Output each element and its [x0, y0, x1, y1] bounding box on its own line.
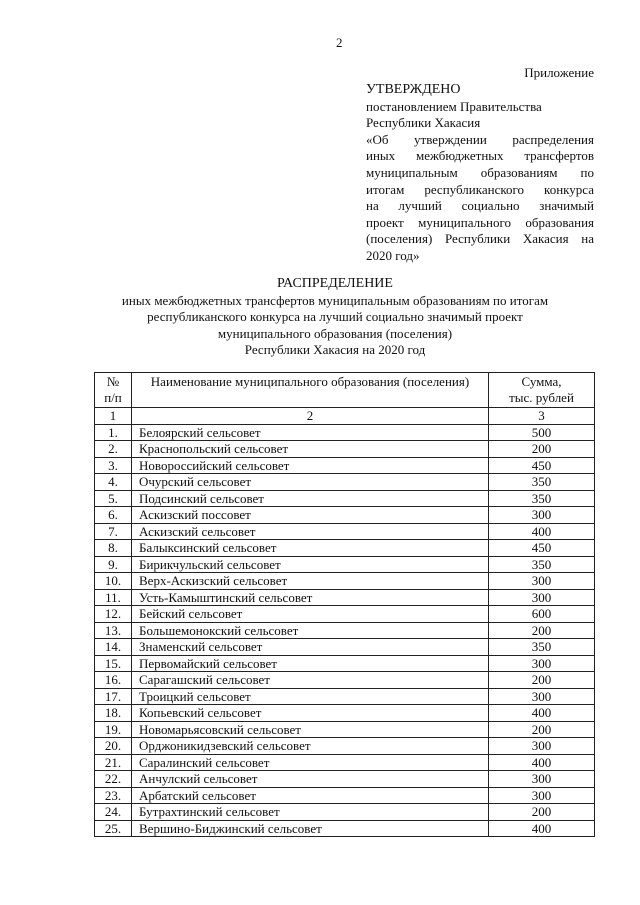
approval-line: итогам республиканского конкурса [366, 181, 594, 197]
municipality-name: Орджоникидзевский сельсовет [132, 738, 489, 755]
table-row [95, 573, 595, 590]
amount: 350 [489, 490, 595, 507]
row-number: 22. [95, 771, 132, 788]
table-row [95, 589, 595, 606]
row-number: 21. [95, 754, 132, 771]
row-number: 6. [95, 507, 132, 524]
table-row [95, 424, 595, 441]
table-row [95, 672, 595, 689]
row-number: 1. [95, 424, 132, 441]
table-row [95, 556, 595, 573]
municipality-name: Подсинский сельсовет [132, 490, 489, 507]
row-number: 8. [95, 540, 132, 557]
table-row [95, 457, 595, 474]
column-index: 2 [132, 408, 489, 425]
amount: 200 [489, 622, 595, 639]
table-row [95, 490, 595, 507]
document-title-block [60, 276, 610, 359]
municipality-name: Саралинский сельсовет [132, 754, 489, 771]
approval-line: Республики Хакасия [366, 115, 481, 131]
table-row [95, 688, 595, 705]
table-row [95, 622, 595, 639]
column-header-sum-line2: тыс. рублей [509, 390, 574, 405]
row-number: 23. [95, 787, 132, 804]
row-number: 11. [95, 589, 132, 606]
row-number: 15. [95, 655, 132, 672]
approval-block [366, 82, 594, 265]
column-header-sum [489, 373, 595, 408]
table-row [95, 441, 595, 458]
approval-line: иных межбюджетных трансфертов [366, 148, 594, 164]
municipality-name: Большемонокский сельсовет [132, 622, 489, 639]
approval-heading: УТВЕРЖДЕНО [366, 82, 461, 97]
table-row [95, 606, 595, 623]
approval-line: проект муниципального образования [366, 214, 594, 230]
table-row [95, 738, 595, 755]
municipality-name: Арбатский сельсовет [132, 787, 489, 804]
column-header-name: Наименование муниципального образования (поселения) [132, 373, 489, 408]
amount: 300 [489, 771, 595, 788]
municipality-name: Балыксинский сельсовет [132, 540, 489, 557]
table-row [95, 540, 595, 557]
table-row [95, 787, 595, 804]
row-number: 13. [95, 622, 132, 639]
page-number: 2 [336, 35, 343, 50]
municipality-name: Верх-Аскизский сельсовет [132, 573, 489, 590]
municipality-name: Новороссийский сельсовет [132, 457, 489, 474]
municipality-name: Копьевский сельсовет [132, 705, 489, 722]
approval-line: (поселения) Республики Хакасия на [366, 231, 594, 247]
approval-line: на лучший социально значимый [366, 198, 594, 214]
row-number: 17. [95, 688, 132, 705]
municipality-name: Усть-Камыштинский сельсовет [132, 589, 489, 606]
document-title: РАСПРЕДЕЛЕНИЕ [277, 276, 393, 291]
row-number: 7. [95, 523, 132, 540]
document-subtitle-line: Республики Хакасия на 2020 год [244, 342, 426, 357]
amount: 200 [489, 441, 595, 458]
amount: 300 [489, 655, 595, 672]
approval-line: «Об утверждении распределения [366, 131, 594, 147]
table-row [95, 754, 595, 771]
column-header-number-line2: п/п [104, 390, 122, 405]
amount: 200 [489, 804, 595, 821]
amount: 350 [489, 639, 595, 656]
amount: 400 [489, 754, 595, 771]
municipality-name: Знаменский сельсовет [132, 639, 489, 656]
amount: 300 [489, 573, 595, 590]
amount: 300 [489, 688, 595, 705]
row-number: 9. [95, 556, 132, 573]
table-row [95, 804, 595, 821]
amount: 350 [489, 474, 595, 491]
column-index-row [95, 408, 595, 425]
row-number: 4. [95, 474, 132, 491]
column-header-sum-line1: Сумма, [521, 374, 562, 389]
row-number: 3. [95, 457, 132, 474]
amount: 300 [489, 738, 595, 755]
table-row [95, 523, 595, 540]
municipality-name: Новомарьясовский сельсовет [132, 721, 489, 738]
table-row [95, 820, 595, 837]
approval-line: 2020 год» [366, 247, 420, 263]
amount: 450 [489, 540, 595, 557]
municipality-name: Бейский сельсовет [132, 606, 489, 623]
column-header-number [95, 373, 132, 408]
amount: 300 [489, 787, 595, 804]
distribution-table [94, 372, 595, 837]
document-subtitle-line: муниципального образования (поселения) [217, 325, 453, 341]
table-row [95, 639, 595, 656]
row-number: 2. [95, 441, 132, 458]
amount: 350 [489, 556, 595, 573]
municipality-name: Аскизский поссовет [132, 507, 489, 524]
amount: 450 [489, 457, 595, 474]
municipality-name: Аскизский сельсовет [132, 523, 489, 540]
amount: 400 [489, 820, 595, 837]
table-row [95, 507, 595, 524]
row-number: 19. [95, 721, 132, 738]
appendix-label: Приложение [524, 65, 594, 80]
municipality-name: Бутрахтинский сельсовет [132, 804, 489, 821]
amount: 300 [489, 589, 595, 606]
amount: 400 [489, 523, 595, 540]
municipality-name: Очурский сельсовет [132, 474, 489, 491]
row-number: 16. [95, 672, 132, 689]
table-header-row [95, 373, 595, 408]
table-row [95, 771, 595, 788]
amount: 500 [489, 424, 595, 441]
row-number: 14. [95, 639, 132, 656]
amount: 400 [489, 705, 595, 722]
municipality-name: Бирикчульский сельсовет [132, 556, 489, 573]
table-row [95, 474, 595, 491]
document-subtitle-line: иных межбюджетных трансфертов муниципальным образованиям по итогам [121, 292, 549, 308]
document-subtitle-line: республиканского конкурса на лучший социально значимый проект [147, 309, 523, 324]
approval-line: муниципальным образованиям по [366, 164, 594, 180]
column-index: 3 [489, 408, 595, 425]
approval-line: постановлением Правительства [366, 98, 542, 114]
municipality-name: Сарагашский сельсовет [132, 672, 489, 689]
table-row [95, 721, 595, 738]
municipality-name: Вершино-Биджинский сельсовет [132, 820, 489, 837]
row-number: 12. [95, 606, 132, 623]
amount: 200 [489, 672, 595, 689]
column-header-number-line1: № [106, 374, 120, 389]
row-number: 25. [95, 820, 132, 837]
table-row [95, 705, 595, 722]
row-number: 10. [95, 573, 132, 590]
municipality-name: Краснопольский сельсовет [132, 441, 489, 458]
municipality-name: Белоярский сельсовет [132, 424, 489, 441]
amount: 200 [489, 721, 595, 738]
amount: 300 [489, 507, 595, 524]
municipality-name: Троицкий сельсовет [132, 688, 489, 705]
row-number: 5. [95, 490, 132, 507]
row-number: 20. [95, 738, 132, 755]
row-number: 18. [95, 705, 132, 722]
row-number: 24. [95, 804, 132, 821]
municipality-name: Первомайский сельсовет [132, 655, 489, 672]
municipality-name: Анчулский сельсовет [132, 771, 489, 788]
table-row [95, 655, 595, 672]
amount: 600 [489, 606, 595, 623]
column-index: 1 [95, 408, 132, 425]
